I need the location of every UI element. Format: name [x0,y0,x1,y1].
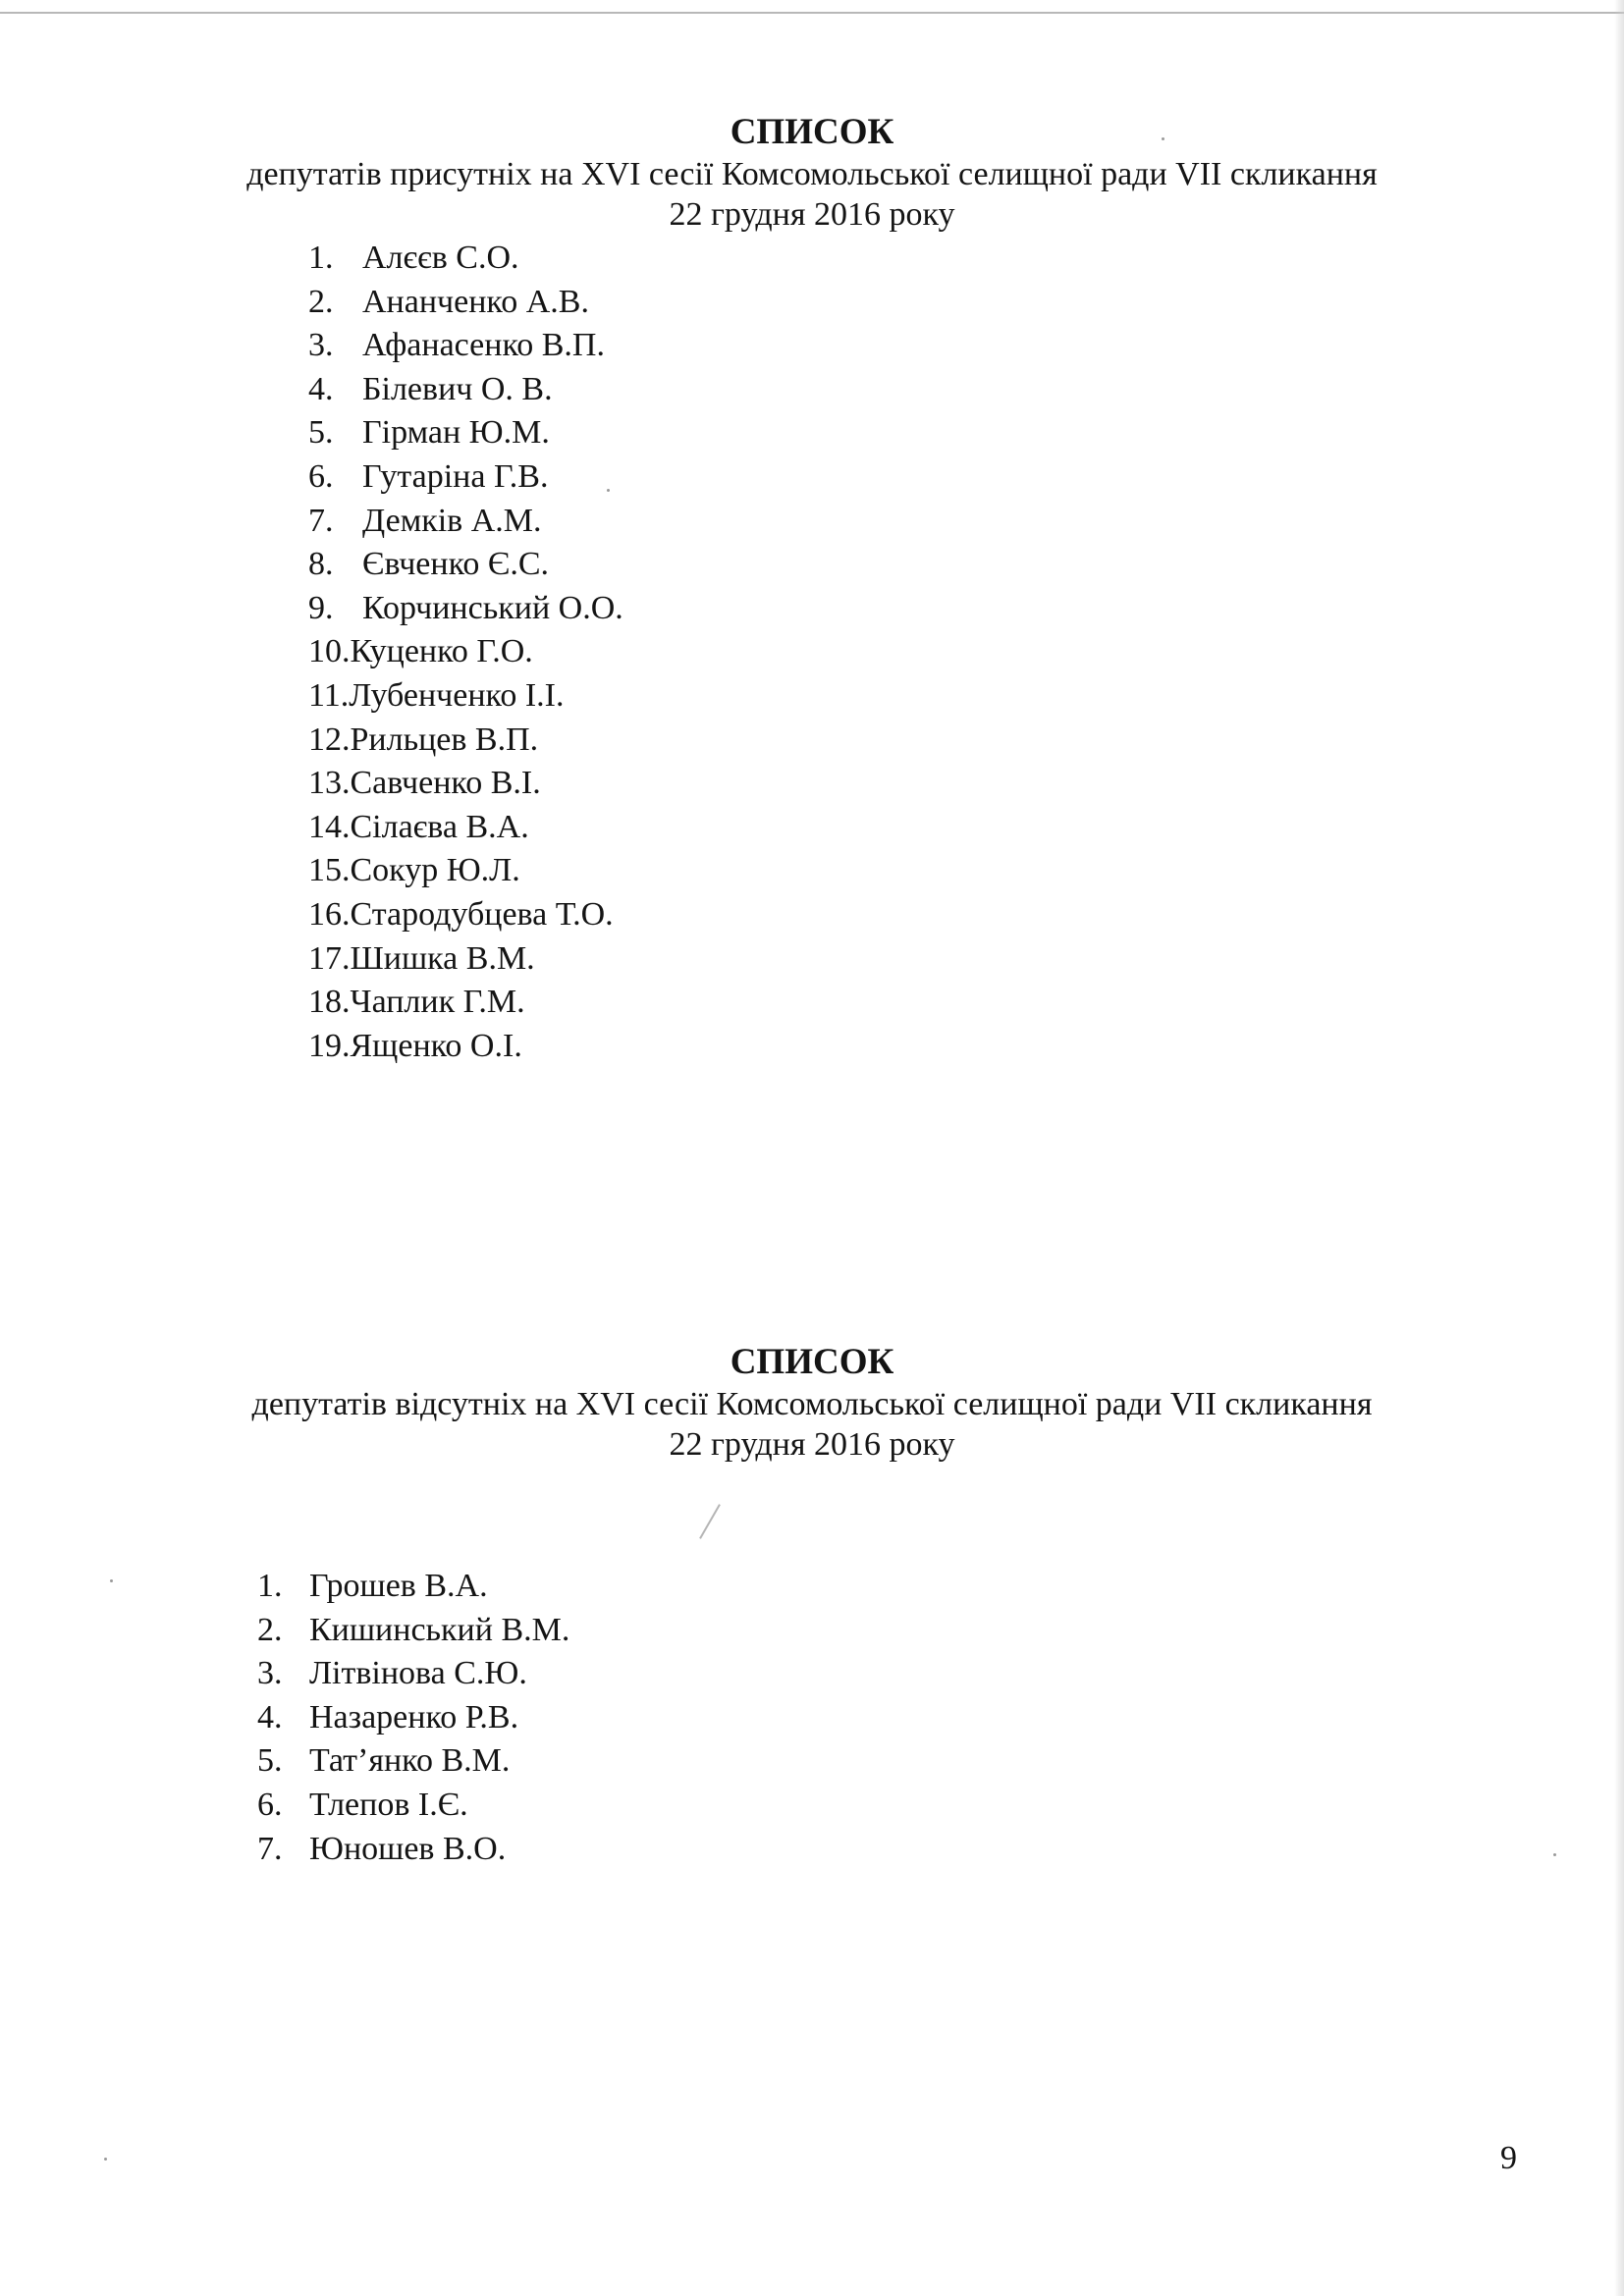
deputy-name: Тлепов І.Є. [309,1786,468,1823]
list-item [308,411,623,455]
deputy-name: Грошев В.А. [309,1568,488,1604]
list-item [308,543,623,587]
list-item-number: 12. [308,721,351,758]
list-item-number: 5. [308,414,334,452]
deputy-name: Куценко Г.О. [350,633,533,670]
list-item [308,587,623,631]
list-item [257,1609,569,1653]
absent-deputies-list [257,1565,569,1871]
list-item [257,1652,569,1696]
scan-speck [1162,137,1164,140]
scan-edge-shadow [1614,0,1624,2296]
list-item-number: 11. [308,676,350,714]
present-list-heading: СПИСОК [730,112,894,152]
list-item-number: 3. [308,327,334,364]
list-item-number: 19. [308,1027,351,1064]
list-item-number: 6. [257,1786,283,1823]
deputy-name: Лубенченко І.І. [349,676,565,714]
deputy-name: Корчинський О.О. [362,589,623,626]
scan-speck [110,1579,113,1582]
deputy-name: Алєєв С.О. [362,240,519,276]
list-item [257,1784,569,1828]
deputy-name: Кишинський В.М. [309,1611,570,1648]
list-item-number: 1. [308,240,334,276]
absent-list-date: 22 грудня 2016 року [669,1426,955,1463]
list-item-number: 7. [308,502,334,539]
deputy-name: Євченко Є.С. [362,546,550,583]
list-item-number: 17. [308,939,351,977]
deputy-name: Юношев В.О. [309,1830,507,1867]
list-item [308,806,623,850]
list-item-number: 3. [257,1655,283,1692]
list-item [308,368,623,412]
list-item-number: 7. [257,1830,283,1867]
absent-list-subtitle: депутатів відсутніх на XVI сесії Комсомольської селищної ради VII скликання [251,1386,1373,1422]
deputy-name: Сілаєва В.А. [350,808,529,845]
present-list-subtitle: депутатів присутніх на XVI сесії Комсомольської селищної ради VII скликання [246,156,1378,192]
deputy-name: Літвінова С.Ю. [309,1655,527,1692]
list-item [257,1565,569,1609]
list-item [308,1025,623,1069]
absent-list-heading: СПИСОК [730,1342,894,1382]
list-item [257,1696,569,1740]
scan-speck [104,2158,107,2161]
list-item-number: 16. [308,895,351,933]
list-item [257,1828,569,1872]
list-item-number: 1. [257,1568,283,1604]
list-item [308,849,623,893]
present-deputies-section [0,111,1624,1064]
deputy-name: Ященко О.І. [350,1027,522,1064]
list-item [308,937,623,982]
list-item-number: 6. [308,457,334,495]
scan-speck [607,489,610,492]
list-item-number: 18. [308,984,351,1021]
present-deputies-list [308,237,623,1068]
deputy-name: Савченко В.І. [350,765,541,802]
deputy-name: Стародубцева Т.О. [350,895,614,933]
list-item [308,281,623,325]
page-number: 9 [1500,2140,1517,2176]
list-item-number: 15. [308,852,351,889]
list-item [308,630,623,674]
list-item [308,455,623,500]
deputy-name: Гутаріна Г.В. [362,457,549,495]
list-item-number: 5. [257,1742,283,1780]
deputy-name: Демків А.М. [362,502,542,539]
list-item-number: 8. [308,546,334,583]
deputy-name: Ананченко А.В. [362,283,589,320]
list-item [308,893,623,937]
deputy-name: Білевич О. В. [362,370,553,407]
list-item [308,762,623,806]
list-item-number: 4. [308,370,334,407]
list-item [308,719,623,763]
list-item-number: 9. [308,589,334,626]
deputy-name: Шишка В.М. [350,939,535,977]
list-item [308,324,623,368]
list-item [308,981,623,1025]
deputy-name: Афанасенко В.П. [362,327,605,364]
stray-pen-mark [699,1504,721,1539]
deputy-name: Сокур Ю.Л. [350,852,520,889]
list-item-number: 2. [308,283,334,320]
list-item-number: 13. [308,765,351,802]
scan-top-border [0,12,1624,14]
list-item-number: 14. [308,808,351,845]
list-item-number: 4. [257,1698,283,1735]
list-item [308,237,623,281]
deputy-name: Назаренко Р.В. [309,1698,519,1735]
deputy-name: Рильцев В.П. [350,721,539,758]
list-item-number: 10. [308,633,351,670]
scan-speck [1553,1853,1556,1856]
deputy-name: Гірман Ю.М. [362,414,550,452]
list-item-number: 2. [257,1611,283,1648]
absent-deputies-section [0,1341,1624,1867]
deputy-name: Тат’янко В.М. [309,1742,511,1780]
deputy-name: Чаплик Г.М. [350,984,525,1021]
list-item [308,674,623,719]
list-item [257,1739,569,1784]
list-item [308,500,623,544]
present-list-date: 22 грудня 2016 року [669,196,955,233]
